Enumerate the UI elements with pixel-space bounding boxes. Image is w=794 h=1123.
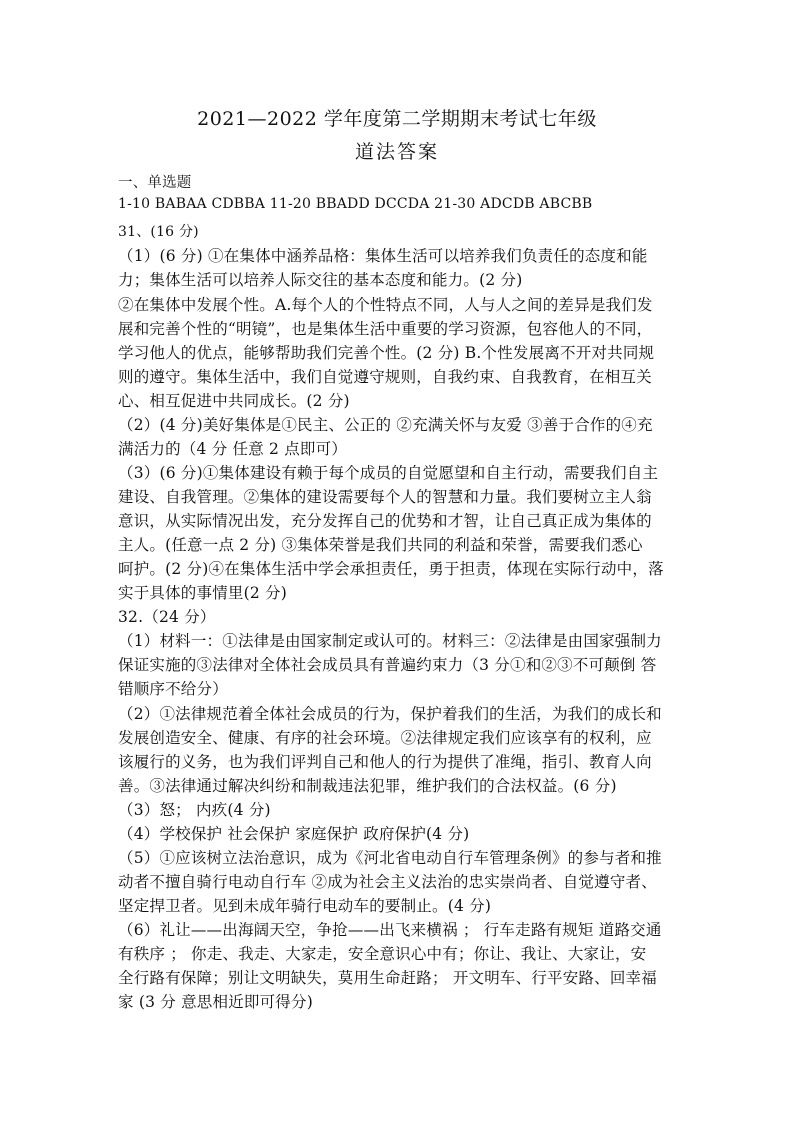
answer-line: 主人。(任意一点 2 分) ③集体荣誉是我们共同的利益和荣誉，需要我们悉心	[118, 536, 643, 554]
answer-line: 坚定捍卫者。见到未成年骑行电动车的要制止。(4 分)	[118, 897, 492, 915]
answer-line: 动者不擅自骑行电动自行车 ②成为社会主义法治的忠实崇尚者、自觉遵守者、	[118, 873, 657, 891]
answer-line: （6）礼让——出海阔天空，争抢——出飞来横祸 ； 行车走路有规矩 道路交通	[118, 921, 662, 939]
answer-line: 满活力的（4 分 任意 2 点即可）	[118, 440, 348, 458]
multiple-choice-answers: 1-10 BABAA CDBBA 11-20 BBADD DCCDA 21-30 ADCDB ABCBB	[118, 196, 593, 212]
answer-line: ②在集体中发展个性。A.每个人的个性特点不同，人与人之间的差异是我们发	[118, 296, 653, 314]
document-subtitle: 道法答案	[354, 141, 439, 163]
answer-line: 善。③法律通过解决纠纷和制裁违法犯罪，维护我们的合法权益。(6 分)	[118, 777, 617, 795]
answer-line: 力；集体生活可以培养人际交往的基本态度和能力。(2 分)	[118, 271, 523, 289]
document-title: 2021—2022 学年度第二学期期末考试七年级	[197, 108, 597, 130]
answer-line: （3）怒； 内疚(4 分)	[118, 801, 271, 819]
answer-line: 建设、自我管理。②集体的建设需要每个人的智慧和力量。我们要树立主人翁	[118, 488, 652, 506]
answer-line: 有秩序 ； 你走、我走、大家走，安全意识心中有；你让、我让、大家让，安	[118, 945, 647, 963]
answer-line: 发展创造安全、健康、有序的社会环境。②法律规定我们应该享有的权利，应	[118, 729, 652, 747]
answer-line: 保证实施的③法律对全体社会成员具有普遍约束力（3 分①和②③不可颠倒 答	[118, 656, 657, 674]
answer-line: 学习他人的优点，能够帮助我们完善个性。(2 分) B.个性发展离不开对共同规	[118, 344, 655, 362]
answer-line: （1）材料一：①法律是由国家制定或认可的。材料三：②法律是由国家强制力	[118, 632, 662, 650]
answer-line: （4）学校保护 社会保护 家庭保护 政府保护(4 分)	[118, 825, 470, 843]
answer-line: （3）(6 分)①集体建设有赖于每个成员的自觉愿望和自主行动，需要我们自主	[118, 464, 659, 482]
answer-line: 实于具体的事情里(2 分)	[118, 584, 287, 602]
section-heading: 一、单选题	[118, 175, 192, 191]
question-heading: 31、(16 分)	[118, 224, 199, 240]
answer-line: 心、相互促进中共同成长。(2 分)	[118, 392, 350, 410]
answer-line: 意识，从实际情况出发，充分发挥自己的优势和才智，让自己真正成为集体的	[118, 512, 652, 530]
answer-line: 呵护。(2 分)④在集体生活中学会承担责任，勇于担责，体现在实际行动中，落	[118, 560, 664, 578]
answer-line: （1）(6 分) ①在集体中涵养品格：集体生活可以培养我们负责任的态度和能	[118, 247, 648, 265]
answer-line: 全行路有保障；别让文明缺失，莫用生命赶路； 开文明车、行平安路、回幸福	[118, 969, 657, 987]
question-heading: 32.（24 分）	[118, 608, 216, 626]
answer-line: 错顺序不给分）	[118, 680, 228, 698]
answer-line: （2）(4 分)美好集体是①民主、公正的 ②充满关怀与友爱 ③善于合作的④充	[118, 416, 653, 434]
answer-line: （5）①应该树立法治意识，成为《河北省电动自行车管理条例》的参与者和推	[118, 849, 662, 867]
answer-line: 该履行的义务，也为我们评判自己和他人的行为提供了准绳，指引、教育人向	[118, 753, 652, 771]
answer-line: 展和完善个性的“明镜”，也是集体生活中重要的学习资源，包容他人的不同，	[118, 320, 653, 338]
answer-line: 则的遵守。集体生活中，我们自觉遵守规则，自我约束、自我教育，在相互关	[118, 368, 652, 386]
answer-line: （2）①法律规范着全体社会成员的行为，保护着我们的生活，为我们的成长和	[118, 705, 662, 723]
answer-line: 家 (3 分 意思相近即可得分)	[118, 993, 313, 1011]
